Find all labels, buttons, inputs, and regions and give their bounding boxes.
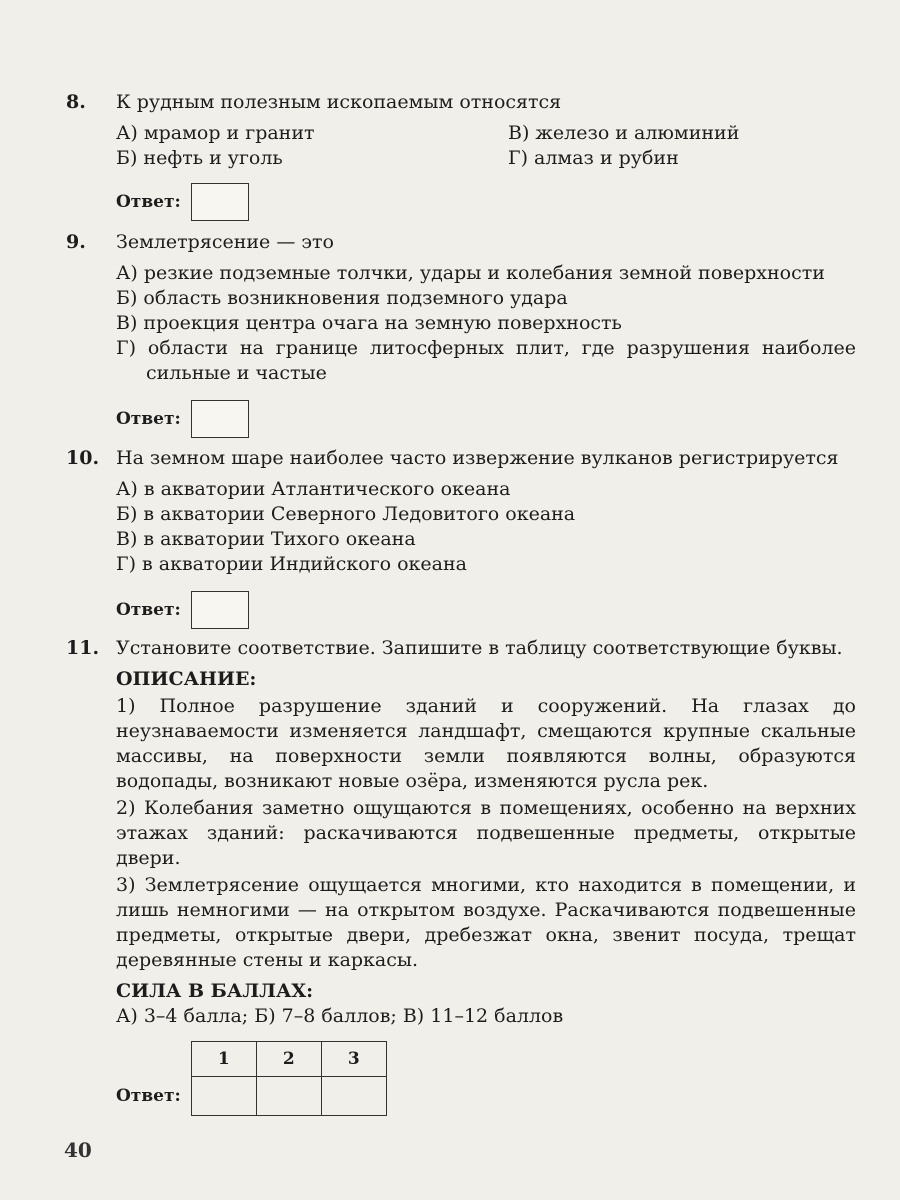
description-2: 2) Колебания заметно ощущаются в помещениях, особенно на верхних этажах зданий: раскачиваются подвешенные предметы, открытые двери. xyxy=(116,797,856,869)
answer-cell-3[interactable] xyxy=(321,1077,386,1116)
answer-label: Ответ: xyxy=(116,409,181,429)
question-text: К рудным полезным ископаемым относятся xyxy=(116,91,562,113)
table-header-3: 3 xyxy=(321,1042,386,1077)
question-number: 8. xyxy=(66,91,86,113)
option-g[interactable]: Г) алмаз и рубин xyxy=(508,147,679,169)
option-b[interactable]: Б) область возникновения подземного удара xyxy=(116,287,568,309)
answer-cell-1[interactable] xyxy=(191,1077,256,1116)
question-text: На земном шаре наиболее часто извержение вулканов регистрируется xyxy=(116,447,839,469)
question-number: 9. xyxy=(66,231,86,253)
question-number: 10. xyxy=(66,447,100,469)
answer-box[interactable] xyxy=(191,400,249,438)
description-title: ОПИСАНИЕ: xyxy=(116,668,257,690)
table-header-2: 2 xyxy=(256,1042,321,1077)
description-3: 3) Землетрясение ощущается многими, кто находится в помещении, и лишь немногими — на открытом воздухе. Раскачиваются подвешенные предметы, открытые двери, дребезжат окна, звенит посуда, трещат деревянные стены и каркасы. xyxy=(116,874,856,971)
answer-cell-2[interactable] xyxy=(256,1077,321,1116)
table-header-1: 1 xyxy=(191,1042,256,1077)
option-v[interactable]: В) проекция центра очага на земную поверхность xyxy=(116,312,622,334)
description-1: 1) Полное разрушение зданий и сооружений. На глазах до неузнаваемости изменяется ландшафт, смещаются крупные скальные массивы, на поверхности земли появляются волны, образуются водопады, возникают новые озёра, изменяются русла рек. xyxy=(116,695,856,792)
force-options: А) 3–4 балла; Б) 7–8 баллов; В) 11–12 баллов xyxy=(116,1005,564,1027)
option-v[interactable]: В) железо и алюминий xyxy=(508,122,740,144)
option-a[interactable]: А) мрамор и гранит xyxy=(116,122,315,144)
answer-box[interactable] xyxy=(191,591,249,629)
question-8 xyxy=(66,90,856,221)
question-text: Установите соответствие. Запишите в таблицу соответствующие буквы. xyxy=(116,637,843,659)
option-b[interactable]: Б) нефть и уголь xyxy=(116,147,283,169)
page-number: 40 xyxy=(64,1138,92,1162)
question-9 xyxy=(66,230,856,438)
answer-table xyxy=(191,1041,387,1116)
option-g[interactable]: Г) в акватории Индийского океана xyxy=(116,553,467,575)
question-11 xyxy=(66,636,856,1116)
option-v[interactable]: В) в акватории Тихого океана xyxy=(116,528,416,550)
answer-label: Ответ: xyxy=(116,192,181,212)
option-b[interactable]: Б) в акватории Северного Ледовитого океана xyxy=(116,503,576,525)
answer-box[interactable] xyxy=(191,183,249,221)
answer-label: Ответ: xyxy=(116,600,181,620)
option-a[interactable]: А) в акватории Атлантического океана xyxy=(116,478,511,500)
answer-label: Ответ: xyxy=(116,1085,181,1106)
option-a[interactable]: А) резкие подземные толчки, удары и колебания земной поверхности xyxy=(116,262,825,284)
question-text: Землетрясение — это xyxy=(116,231,334,253)
question-10 xyxy=(66,446,856,629)
option-g[interactable]: Г) области на границе литосферных плит, где разрушения наиболее сильные и частые xyxy=(116,337,856,384)
force-title: СИЛА В БАЛЛАХ: xyxy=(116,980,314,1002)
question-number: 11. xyxy=(66,637,100,659)
